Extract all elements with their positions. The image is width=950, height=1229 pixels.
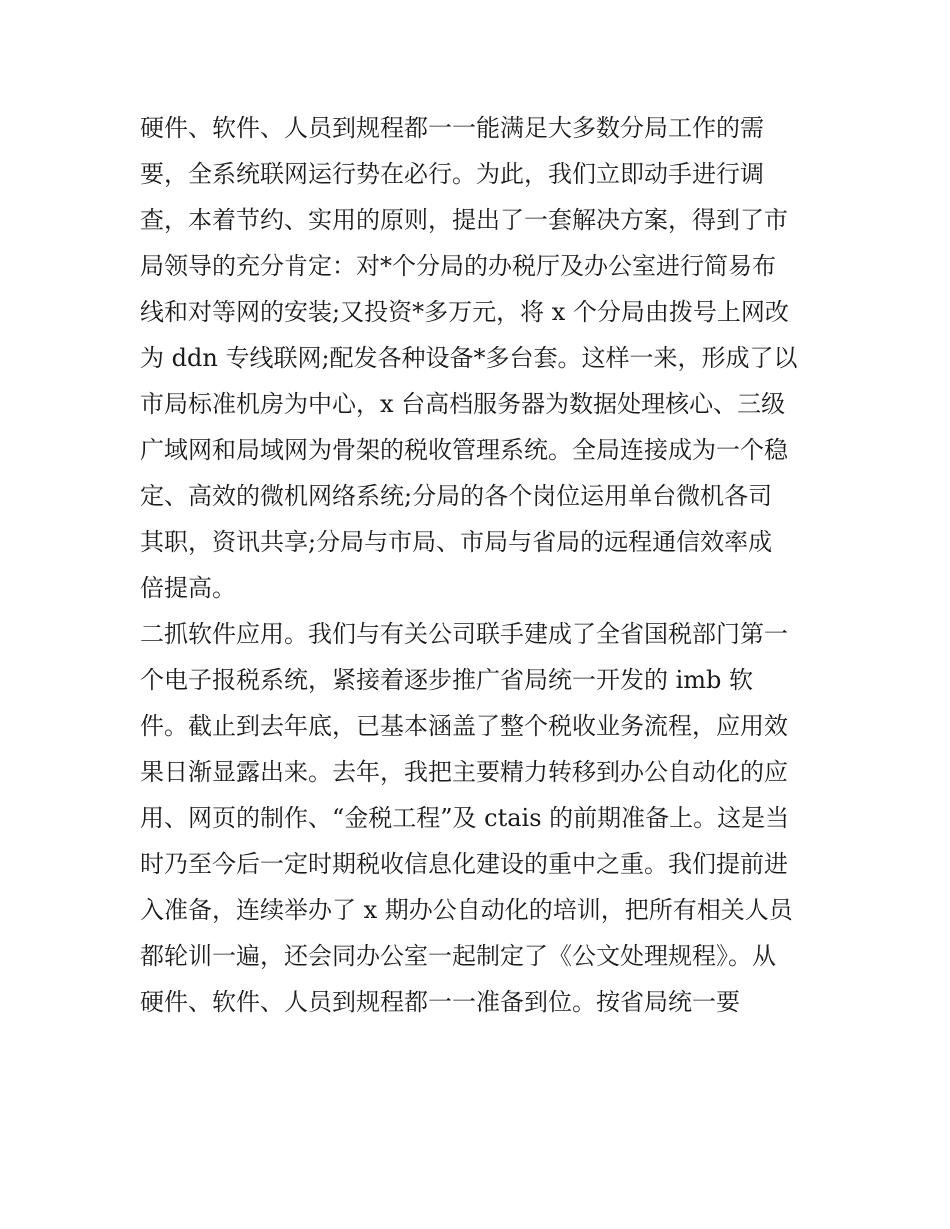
text-line: 为 ddn 专线联网;配发各种设备*多台套。这样一来，形成了以 bbox=[140, 344, 798, 372]
text-line: 硬件、软件、人员到规程都一一能满足大多数分局工作的需 bbox=[140, 114, 764, 142]
text-line: 定、高效的微机网络系统;分局的各个岗位运用单台微机各司 bbox=[140, 482, 773, 510]
text-line: 线和对等网的安装;又投资*多万元，将 x 个分局由拨号上网改 bbox=[140, 298, 789, 326]
text-line: 入准备，连续举办了 x 期办公自动化的培训，把所有相关人员 bbox=[140, 896, 793, 924]
text-line: 硬件、软件、人员到规程都一一准备到位。按省局统一要 bbox=[140, 988, 740, 1016]
text-line: 广域网和局域网为骨架的税收管理系统。全局连接成为一个稳 bbox=[140, 436, 788, 464]
text-line: 个电子报税系统，紧接着逐步推广省局统一开发的 imb 软 bbox=[140, 666, 754, 694]
text-line: 要，全系统联网运行势在必行。为此，我们立即动手进行调 bbox=[140, 160, 764, 188]
text-line: 用、网页的制作、“金税工程”及 ctais 的前期准备上。这是当 bbox=[140, 804, 790, 832]
text-line: 查，本着节约、实用的原则，提出了一套解决方案，得到了市 bbox=[140, 206, 788, 234]
text-line: 市局标准机房为中心，x 台高档服务器为数据处理核心、三级 bbox=[140, 390, 786, 418]
body-text bbox=[140, 105, 820, 1025]
text-line: 果日渐显露出来。去年，我把主要精力转移到办公自动化的应 bbox=[140, 758, 788, 786]
text-line: 件。截止到去年底，已基本涵盖了整个税收业务流程，应用效 bbox=[140, 712, 788, 740]
text-line: 时乃至今后一定时期税收信息化建设的重中之重。我们提前进 bbox=[140, 850, 788, 878]
text-line: 都轮训一遍，还会同办公室一起制定了《公文处理规程》。从 bbox=[140, 942, 776, 970]
text-line: 倍提高。 bbox=[140, 574, 236, 602]
text-line: 局领导的充分肯定：对*个分局的办税厅及办公室进行简易布 bbox=[140, 252, 776, 280]
text-line: 二抓软件应用。我们与有关公司联手建成了全省国税部门第一 bbox=[140, 620, 788, 648]
text-line: 其职，资讯共享;分局与市局、市局与省局的远程通信效率成 bbox=[140, 528, 773, 556]
